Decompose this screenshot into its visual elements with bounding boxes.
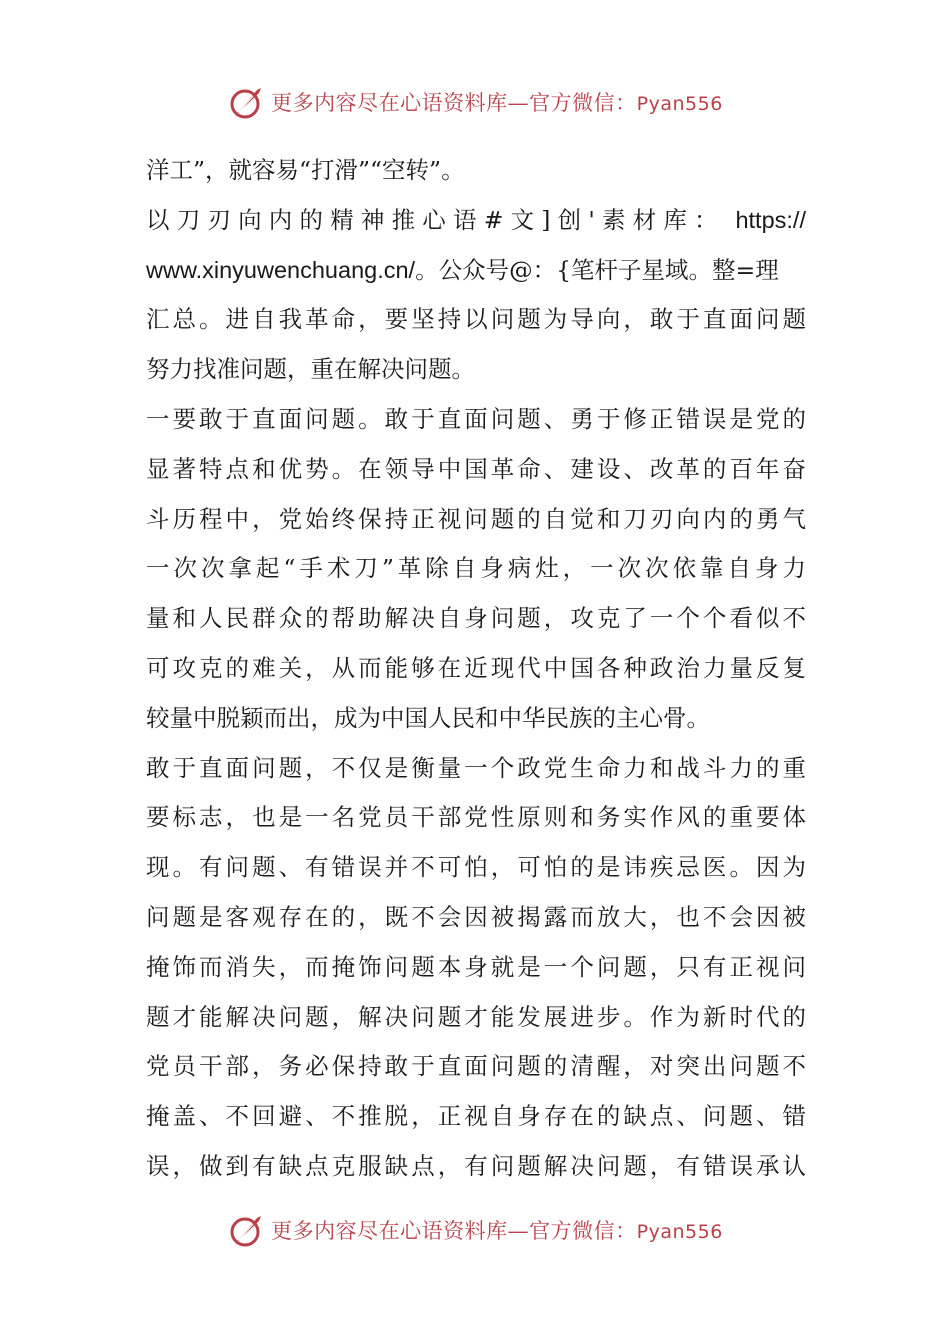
quill-logo-icon (227, 82, 267, 122)
text-line: 洋工”，就容易“打滑”“空转”。 (146, 156, 465, 184)
url-link-fragment[interactable]: https:// (735, 206, 806, 233)
text-line: 斗历程中，党始终保持正视问题的自觉和刀刃向内的勇气 (146, 504, 806, 533)
text-line: 误，做到有缺点克服缺点，有问题解决问题，有错误承认 (146, 1151, 806, 1180)
text-line: 问题是客观存在的，既不会因被揭露而放大，也不会因被 (146, 902, 806, 931)
banner-wechat-id: Pyan556 (636, 1221, 723, 1243)
text-line: 努力找准问题，重在解决问题。 (146, 355, 475, 384)
text-line: 显著特点和优势。在领导中国革命、建设、改革的百年奋 (146, 454, 806, 483)
text-line: 一次次拿起“手术刀”革除自身病灶，一次次依靠自身力 (146, 554, 806, 583)
banner-text: 更多内容尽在心语资料库—官方微信： (271, 91, 637, 115)
header-banner (0, 82, 950, 122)
document-body (146, 146, 806, 1192)
text-line: 现。有问题、有错误并不可怕，可怕的是讳疾忌医。因为 (146, 853, 806, 882)
banner-wechat-id: Pyan556 (636, 93, 723, 115)
text-line: 掩饰而消失，而掩饰问题本身就是一个问题，只有正视问 (146, 952, 806, 981)
quill-logo-icon (227, 1210, 267, 1250)
text-line: 敢于直面问题，不仅是衡量一个政党生命力和战斗力的重 (146, 753, 806, 782)
footer-banner (0, 1210, 950, 1250)
text-line: 以刀刃向内的精神推心语#文]创'素材库： https:// (146, 196, 806, 246)
text-line: 要标志，也是一名党员干部党性原则和务实作风的重要体 (146, 803, 806, 832)
text-line: 掩盖、不回避、不推脱，正视自身存在的缺点、问题、错 (146, 1102, 806, 1131)
text-line: 量和人民群众的帮助解决自身问题，攻克了一个个看似不 (146, 604, 806, 633)
text-line: 党员干部，务必保持敢于直面问题的清醒，对突出问题不 (146, 1052, 806, 1081)
banner-text: 更多内容尽在心语资料库—官方微信： (271, 1219, 637, 1243)
url-link[interactable]: www.xinyuwenchuang.cn/ (146, 256, 416, 283)
text-line: 题才能解决问题，解决问题才能发展进步。作为新时代的 (146, 1002, 806, 1031)
text-line: www.xinyuwenchuang.cn/。公众号@：{笔杆子星域。整=理 (146, 255, 779, 284)
text-line: 一要敢于直面问题。敢于直面问题、勇于修正错误是党的 (146, 404, 806, 433)
text-line: 较量中脱颖而出，成为中国人民和中华民族的主心骨。 (146, 703, 710, 732)
text-line: 汇总。进自我革命，要坚持以问题为导向，敢于直面问题 (146, 305, 806, 334)
text-line: 可攻克的难关，从而能够在近现代中国各种政治力量反复 (146, 653, 806, 682)
